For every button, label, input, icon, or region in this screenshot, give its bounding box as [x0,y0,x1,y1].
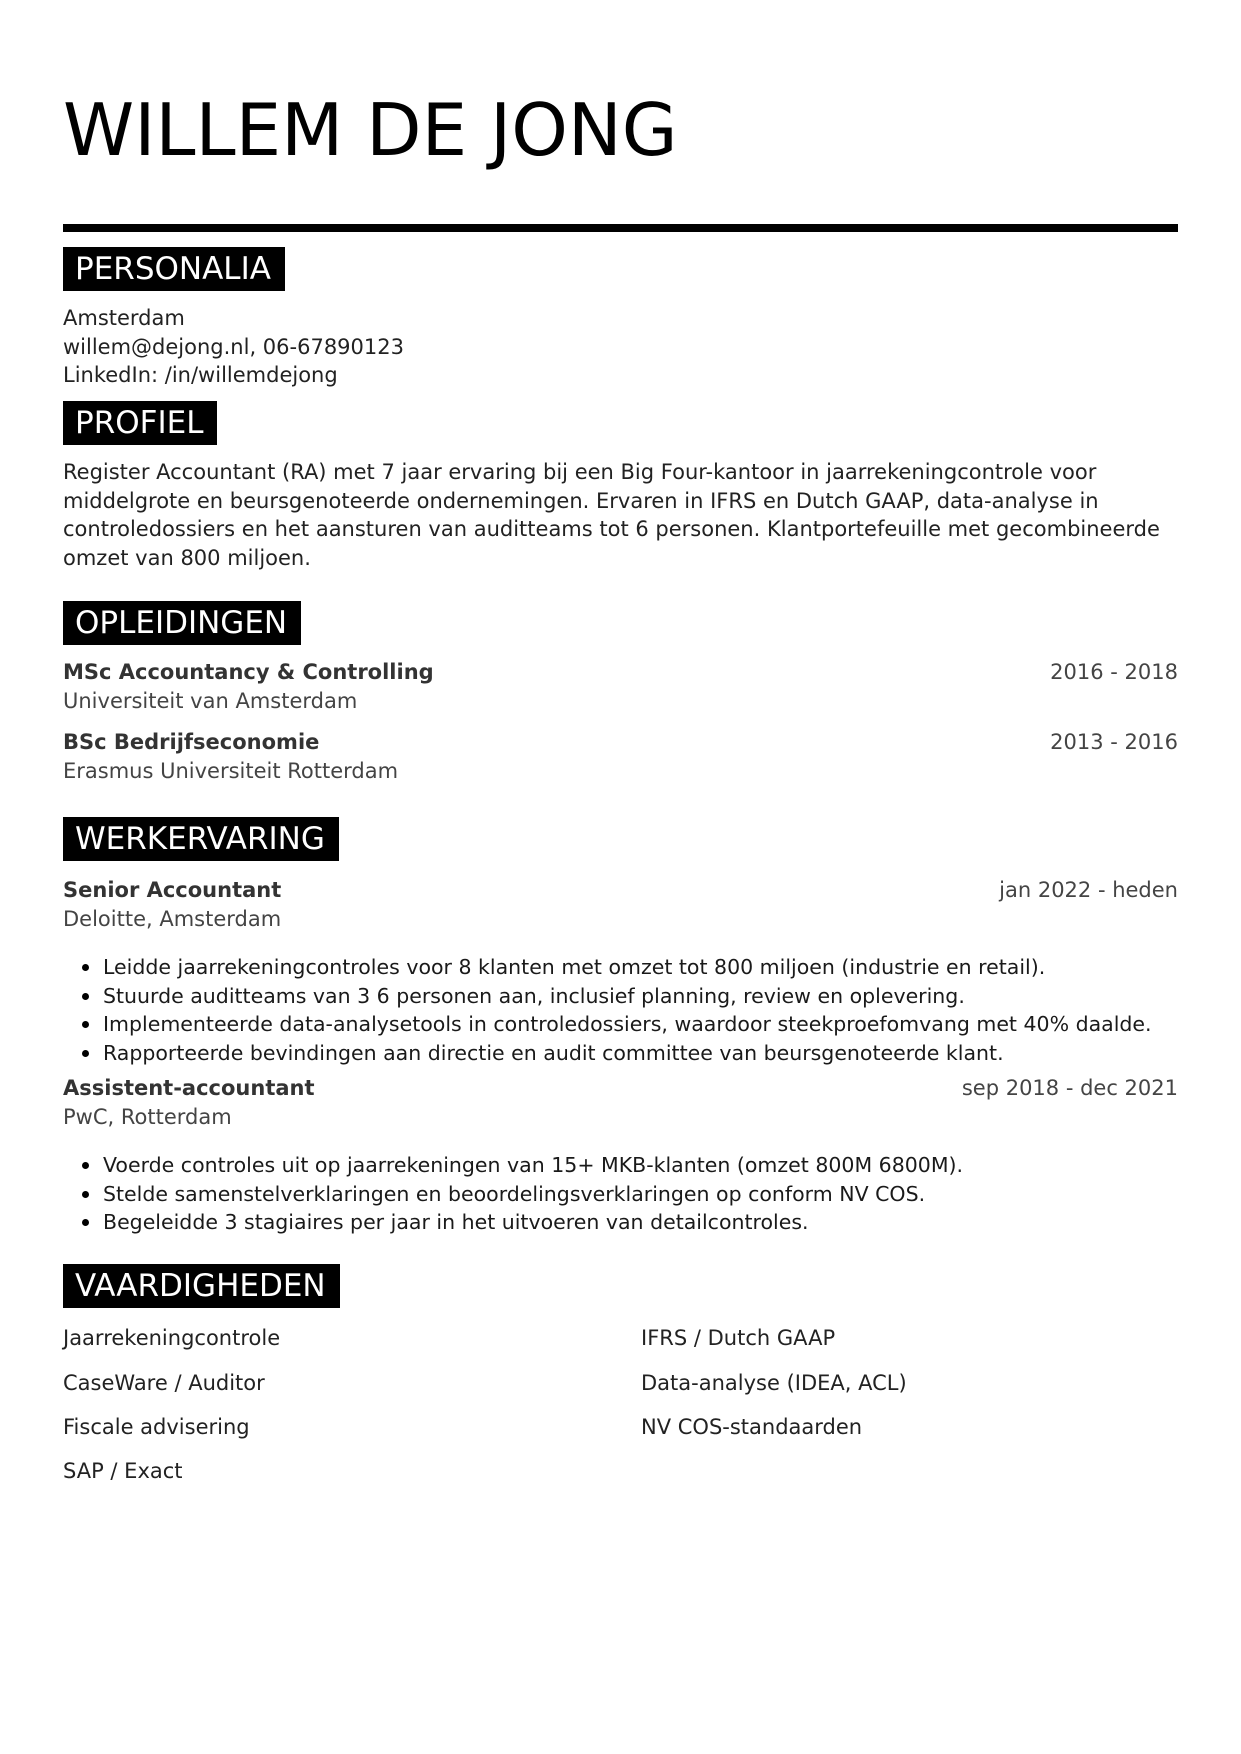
job-employer: PwC, Rotterdam [63,1105,232,1129]
education-entry [63,728,1178,788]
list-item: Begeleidde 3 stagiaires per jaar in het uitvoeren van detailcontroles. [103,1208,1178,1237]
education-period: 2013 - 2016 [1050,730,1178,754]
job-achievements [63,1151,1178,1237]
candidate-name: WILLEM DE JONG [63,88,678,172]
skill-item: Jaarrekeningcontrole [63,1326,281,1350]
job-achievements [63,953,1178,1067]
education-degree: BSc Bedrijfseconomie [63,730,320,754]
education-period: 2016 - 2018 [1050,660,1178,684]
skill-item: Data-analyse (IDEA, ACL) [641,1371,907,1395]
job-entry [63,876,1178,936]
education-institution: Universiteit van Amsterdam [63,689,358,713]
personalia-contact: willem@dejong.nl, 06-67890123 [63,334,404,359]
skill-item: IFRS / Dutch GAAP [641,1326,836,1350]
section-heading-vaardigheden: VAARDIGHEDEN [63,1264,340,1308]
section-heading-opleidingen: OPLEIDINGEN [63,601,301,645]
section-heading-werkervaring: WERKERVARING [63,817,339,861]
section-heading-profiel: PROFIEL [63,401,217,445]
job-title: Senior Accountant [63,878,282,902]
job-employer: Deloitte, Amsterdam [63,907,282,931]
job-period: jan 2022 - heden [999,878,1178,902]
personalia-details [63,304,404,390]
job-entry [63,1074,1178,1134]
education-degree: MSc Accountancy & Controlling [63,660,434,684]
header-divider [63,224,1178,232]
job-title: Assistent-accountant [63,1076,315,1100]
personalia-city: Amsterdam [63,306,185,330]
section-heading-personalia: PERSONALIA [63,247,285,291]
skill-item: Fiscale advisering [63,1415,250,1439]
list-item: Voerde controles uit op jaarrekeningen van 15+ MKB-klanten (omzet 800M 6800M). [103,1151,1178,1180]
list-item: Stelde samenstelverklaringen en beoordelingsverklaringen op conform NV COS. [103,1180,1178,1209]
skill-item: NV COS-standaarden [641,1415,863,1439]
list-item: Rapporteerde bevindingen aan directie en audit committee van beursgenoteerde klant. [103,1039,1178,1068]
profile-summary: Register Accountant (RA) met 7 jaar ervaring bij een Big Four-kantoor in jaarrekeningcontrole voor middelgrote en beursgenoteerde ondernemingen. Ervaren in IFRS en Dutch GAAP, data-analyse in controledossiers en het aansturen van auditteams tot 6 personen. Klantportefeuille met gecombineerde omzet van 800 miljoen. [63,460,1160,570]
list-item: Stuurde auditteams van 3 6 personen aan, inclusief planning, review en oplevering. [103,982,1178,1011]
skill-item: SAP / Exact [63,1459,183,1483]
personalia-linkedin: LinkedIn: /in/willemdejong [63,363,338,387]
skill-item: CaseWare / Auditor [63,1371,265,1395]
education-entry [63,658,1178,718]
job-period: sep 2018 - dec 2021 [961,1076,1178,1100]
list-item: Leidde jaarrekeningcontroles voor 8 klanten met omzet tot 800 miljoen (industrie en retail). [103,953,1178,982]
education-institution: Erasmus Universiteit Rotterdam [63,759,399,783]
list-item: Implementeerde data-analysetools in controledossiers, waardoor steekproefomvang met 40% daalde. [103,1010,1178,1039]
